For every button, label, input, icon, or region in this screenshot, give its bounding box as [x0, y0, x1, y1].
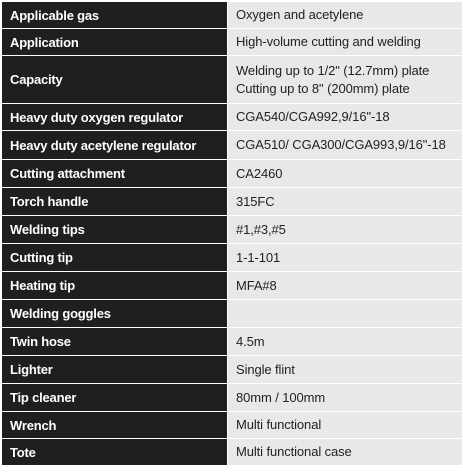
row-value: 315FC — [228, 188, 463, 216]
row-label: Welding goggles — [2, 300, 228, 328]
row-value: CA2460 — [228, 160, 463, 188]
row-value: Multi functional case — [228, 439, 463, 466]
row-label: Heavy duty oxygen regulator — [2, 104, 228, 131]
table-row — [2, 2, 463, 29]
table-row — [2, 300, 463, 328]
row-label: Application — [2, 29, 228, 56]
table-row — [2, 328, 463, 356]
row-value: Oxygen and acetylene — [228, 2, 463, 29]
row-label: Cutting tip — [2, 244, 228, 272]
table-row — [2, 272, 463, 300]
row-label: Tote — [2, 439, 228, 466]
row-label: Lighter — [2, 356, 228, 384]
row-value: MFA#8 — [228, 272, 463, 300]
table-row — [2, 131, 463, 160]
row-label: Wrench — [2, 412, 228, 439]
row-label: Capacity — [2, 56, 228, 104]
table-row — [2, 356, 463, 384]
row-value: CGA510/ CGA300/CGA993,9/16"-18 — [228, 131, 463, 160]
row-value: Multi functional — [228, 412, 463, 439]
row-label: Twin hose — [2, 328, 228, 356]
row-label: Welding tips — [2, 216, 228, 244]
table-row — [2, 56, 463, 104]
spec-table — [1, 1, 463, 466]
row-value: CGA540/CGA992,9/16"-18 — [228, 104, 463, 131]
table-row — [2, 412, 463, 439]
row-value: 80mm / 100mm — [228, 384, 463, 412]
table-row — [2, 244, 463, 272]
row-value: High-volume cutting and welding — [228, 29, 463, 56]
row-value: #1,#3,#5 — [228, 216, 463, 244]
row-label: Tip cleaner — [2, 384, 228, 412]
table-row — [2, 216, 463, 244]
row-label: Torch handle — [2, 188, 228, 216]
row-label: Heavy duty acetylene regulator — [2, 131, 228, 160]
table-row — [2, 439, 463, 466]
table-row — [2, 29, 463, 56]
row-value: 4.5m — [228, 328, 463, 356]
table-row — [2, 384, 463, 412]
row-value — [228, 300, 463, 328]
row-label: Applicable gas — [2, 2, 228, 29]
row-value: Welding up to 1/2" (12.7mm) plate Cutting up to 8" (200mm) plate — [228, 56, 463, 104]
table-row — [2, 188, 463, 216]
row-value: 1-1-101 — [228, 244, 463, 272]
row-label: Heating tip — [2, 272, 228, 300]
row-label: Cutting attachment — [2, 160, 228, 188]
table-row — [2, 104, 463, 131]
row-value: Single flint — [228, 356, 463, 384]
table-row — [2, 160, 463, 188]
